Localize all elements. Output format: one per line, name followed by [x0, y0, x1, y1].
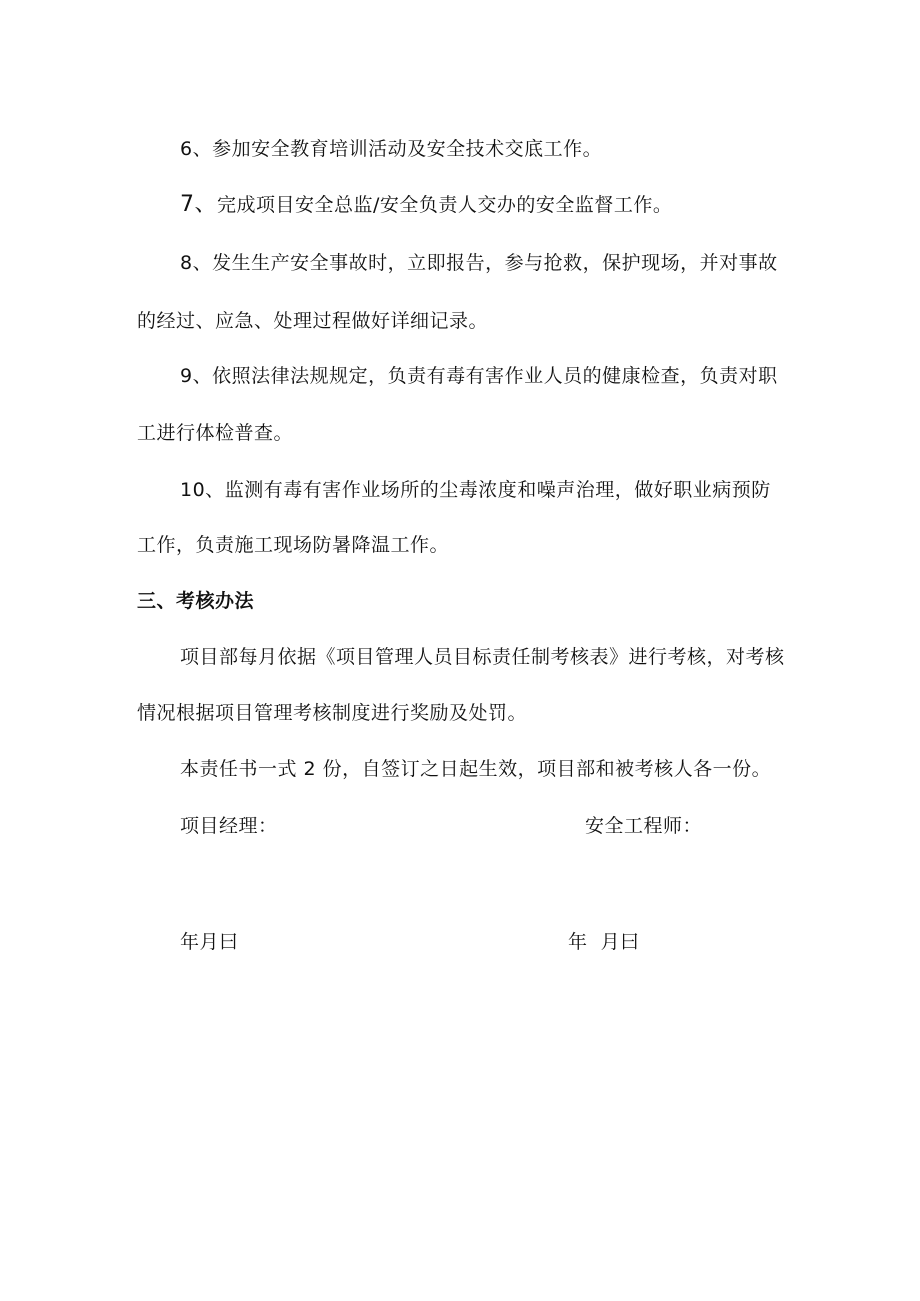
item-number: 9、 [180, 365, 213, 387]
project-manager-label: 项目经理： [180, 815, 278, 837]
item-number: 7、 [180, 192, 217, 217]
assessment-line-2: 情况根据项目管理考核制度进行奖励及处罚。 [137, 702, 528, 724]
safety-engineer-label: 安全工程师： [585, 815, 703, 837]
item-9 [180, 364, 778, 388]
item-text: 依照法律法规规定，负责有毒有害作业人员的健康检查，负责对职 [212, 365, 778, 387]
safety-engineer-date: 年 月曰 [568, 931, 640, 953]
item-number: 8、 [180, 252, 213, 274]
item-6 [180, 137, 602, 161]
item-number: 10、 [180, 479, 225, 501]
item-10-continuation: 工作，负责施工现场防暑降温工作。 [137, 534, 450, 556]
item-7 [180, 193, 672, 217]
item-10 [180, 478, 771, 502]
item-text: 参加安全教育培训活动及安全技术交底工作。 [212, 138, 603, 160]
item-9-continuation: 工进行体检普查。 [137, 422, 294, 444]
item-text: 完成项目安全总监/安全负责人交办的安全监督工作。 [217, 194, 673, 216]
section-heading: 三、考核办法 [137, 590, 255, 612]
item-text: 监测有毒有害作业场所的尘毒浓度和噪声治理，做好职业病预防 [224, 479, 771, 501]
item-number: 6、 [180, 138, 213, 160]
project-manager-date: 年月曰 [180, 931, 239, 953]
validity-statement: 本责任书一式 2 份，自签订之日起生效，项目部和被考核人各一份。 [180, 758, 772, 780]
item-text: 发生生产安全事故时，立即报告，参与抢救，保护现场，并对事故 [212, 252, 778, 274]
item-8 [180, 251, 778, 275]
assessment-line-1: 项目部每月依据《项目管理人员目标责任制考核表》进行考核，对考核 [180, 646, 785, 668]
item-8-continuation: 的经过、应急、处理过程做好详细记录。 [137, 310, 489, 332]
